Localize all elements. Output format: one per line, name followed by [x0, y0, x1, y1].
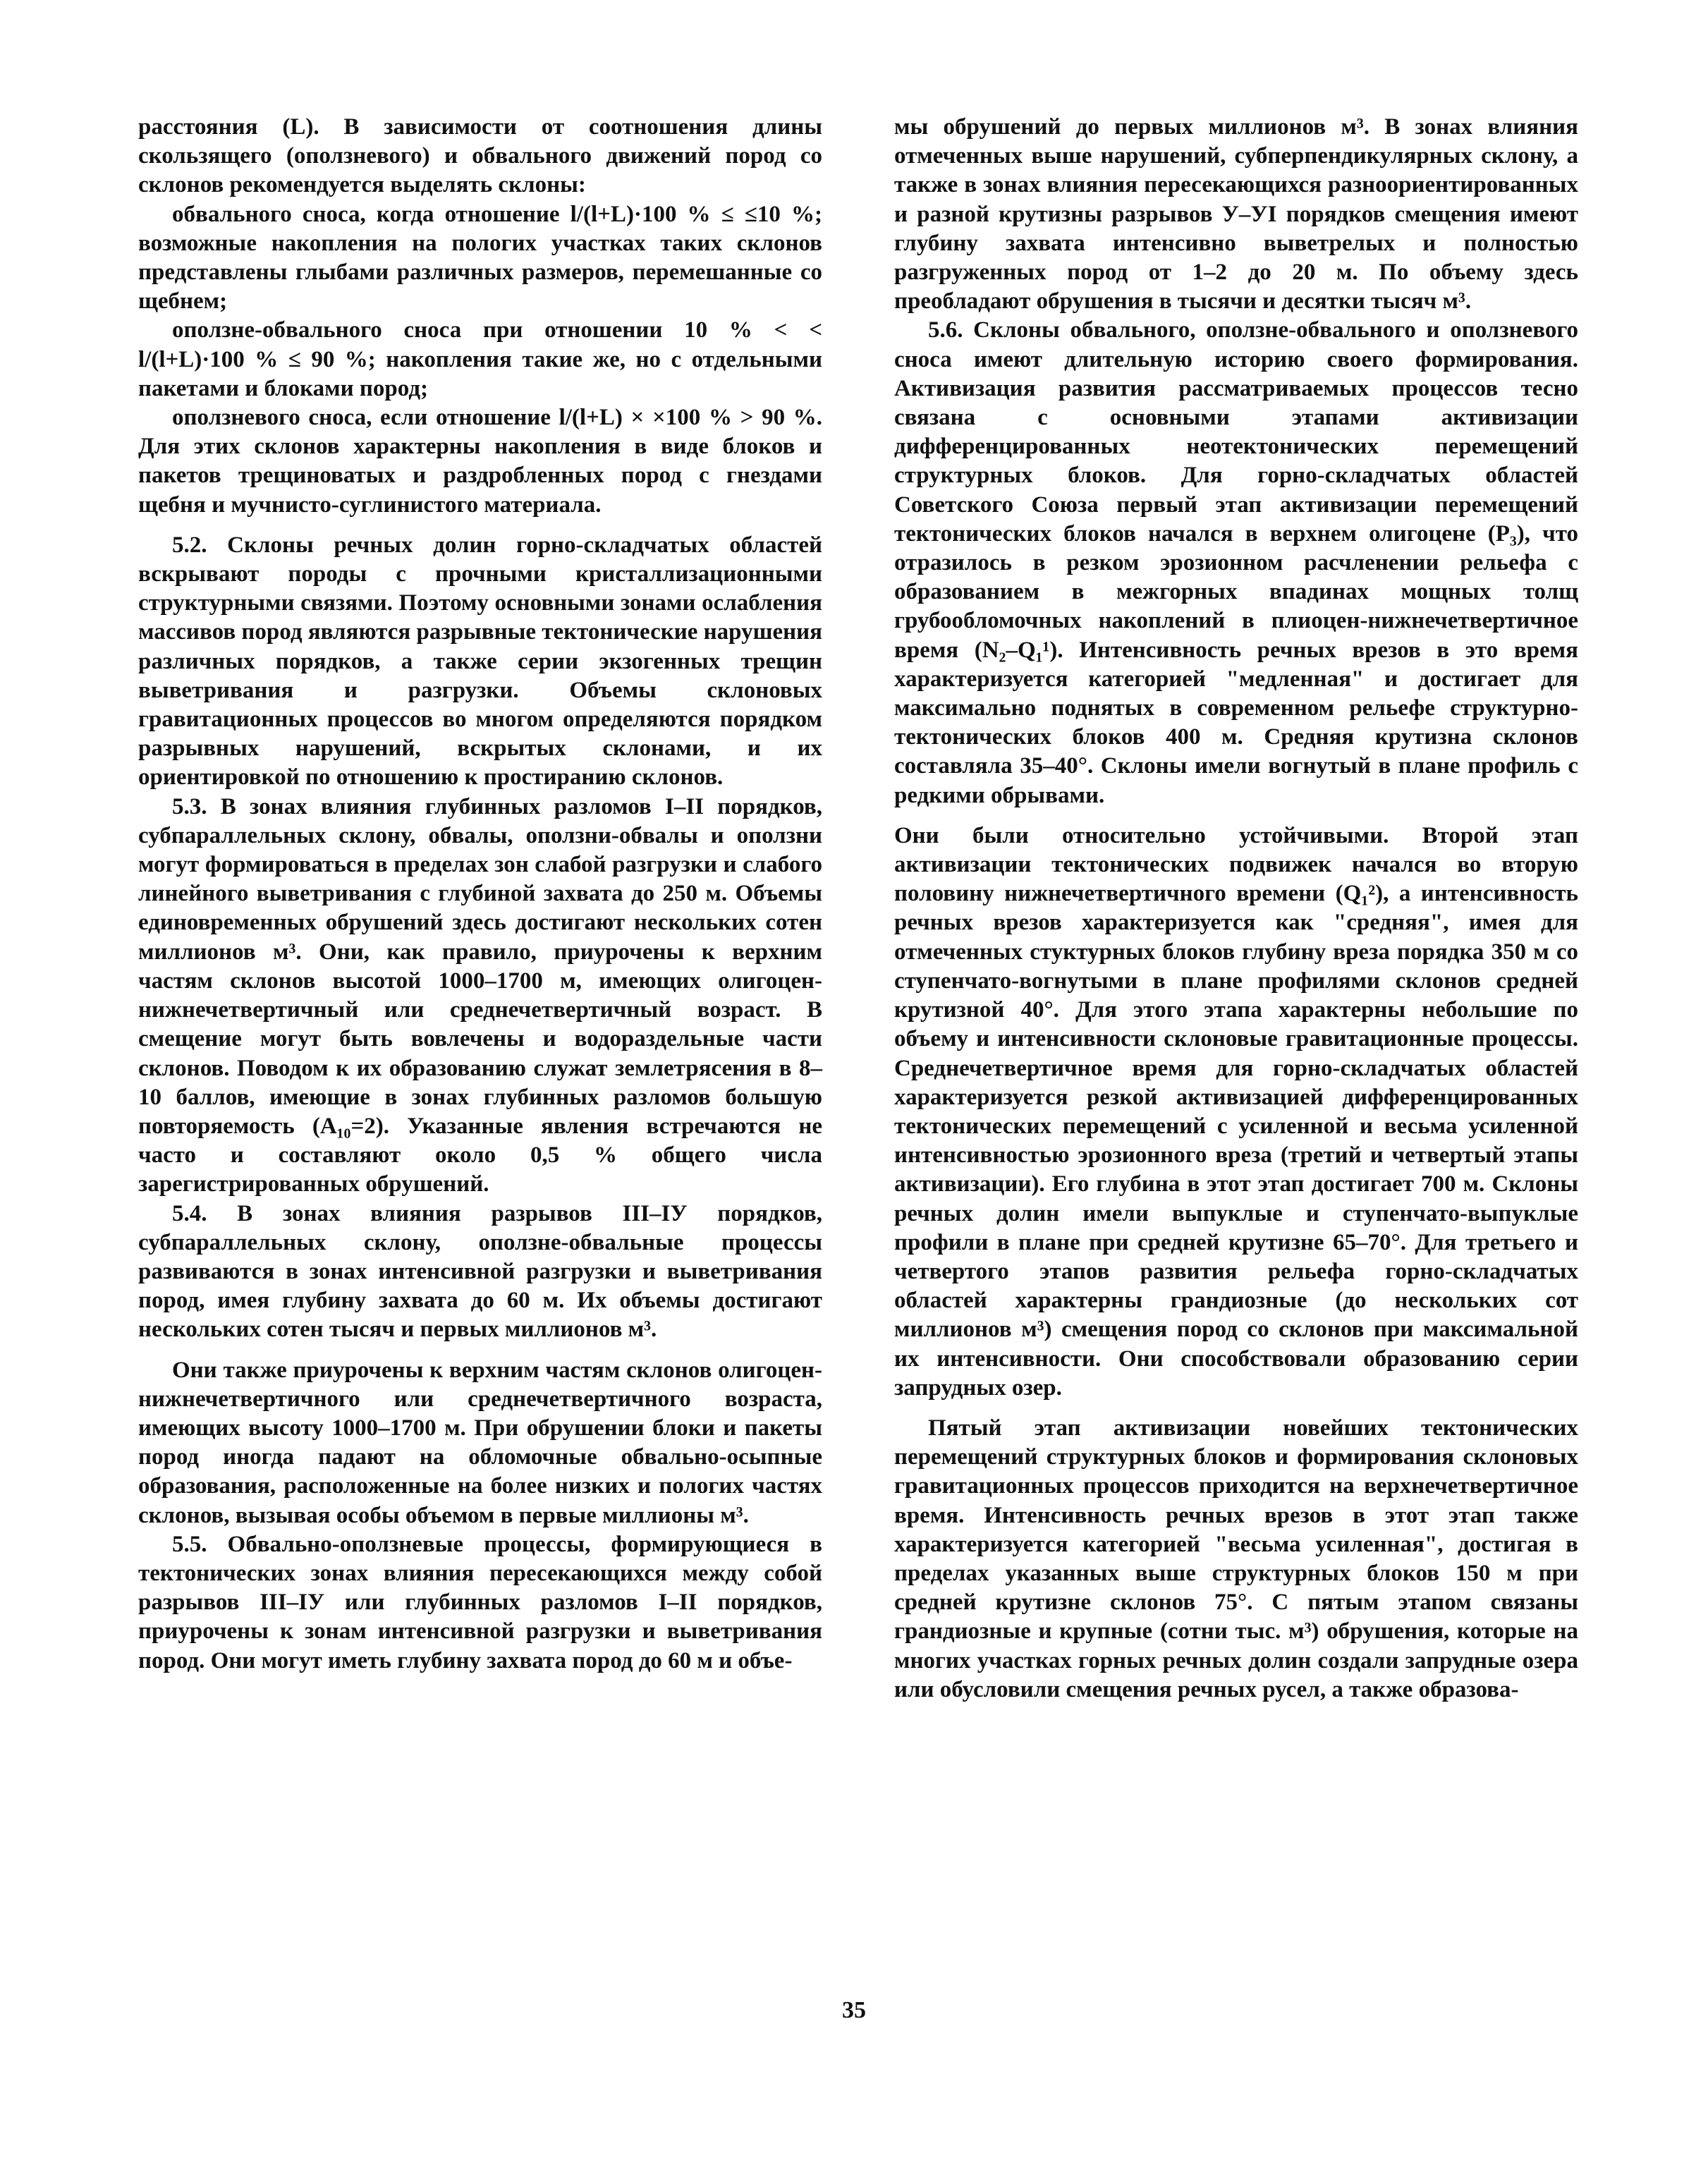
right-column [894, 113, 1578, 1704]
paragraph: обвального сноса, когда отношение l/(l+L)·100 % ≤ ≤10 %; возможные накопления на пологих участках таких склонов представлены глыбами различных размеров, перемешанные со щебнем; [138, 201, 822, 315]
paragraph: 5.5. Обвально-оползневые процессы, формирующиеся в тектонических зонах влияния пересекающихся между собой разрывов III–IУ или глубинных разломов I–II порядков, приурочены к зонам интенсивной разгрузки и выветривания пород. Они могут иметь глубину захвата пород до 60 м и объе- [138, 1531, 822, 1673]
paragraph: Пятый этап активизации новейших тектонических перемещений структурных блоков и формирования склоновых гравитационных процессов приходится на верхнечетвертичное время. Интенсивность речных врезов в этот этап также характеризуется категорией "весьма усиленная", достигая в пределах указанных выше структурных блоков 150 м при средней крутизне склонов 75°. С пятым этапом связаны грандиозные и крупные (сотни тыс. м³) обрушения, которые на многих участках горных речных долин создали запрудные озера или обусловили смещения речных русел, а также образова- [894, 1415, 1578, 1702]
left-column [138, 113, 822, 1676]
paragraph: 5.2. Склоны речных долин горно-складчатых областей вскрывают породы с прочными кристаллизационными структурными связями. Поэтому основными зонами ослабления массивов пород являются разрывные тектонические нарушения различных порядков, а также серии экзогенных трещин выветривания и разгрузки. Объемы склоновых гравитационных процессов во многом определяются порядком разрывных нарушений, вскрытых склонами, и их ориентировкой по отношению к простиранию склонов. [138, 532, 822, 791]
page-number: 35 [842, 1997, 866, 2023]
paragraph: 5.3. В зонах влияния глубинных разломов I–II порядков, субпараллельных склону, обвалы, оползни-обвалы и оползни могут формироваться в пределах зон слабой разгрузки и слабого линейного выветривания с глубиной захвата до 250 м. Объемы единовременных обрушений здесь достигают нескольких сотен миллионов м³. Они, как правило, приурочены к верхним частям склонов высотой 1000–1700 м, имеющих олигоцен-нижнечетвертичный или среднечетвертичный возраст. В смещение могут быть вовлечены и водораздельные части склонов. Поводом к их образованию служат землетрясения в 8–10 баллов, имеющие в зонах глубинных разломов большую повторяемость (A₁₀=2). Указанные явления встречаются не часто и составляют около 0,5 % общего числа зарегистрированных обрушений. [138, 793, 822, 1197]
paragraph: Они были относительно устойчивыми. Второй этап активизации тектонических подвижек начался во вторую половину нижнечетвертичного времени (Q₁²), а интенсивность речных врезов характеризуется как "средняя", имея для отмеченных стуктурных блоков глубину вреза порядка 350 м со ступенчато-вогнутыми в плане профилями склонов средней крутизной 40°. Для этого этапа характерны небольшие по объему и интенсивности склоновые гравитационные процессы. Среднечетвертичное время для горно-складчатых областей характеризуется резкой активизацией дифференцированных тектонических перемещений с усиленной и весьма усиленной интенсивностью эрозионного вреза (третий и четвертый этапы активизации). Его глубина в этот этап достигает 700 м. Склоны речных долин имели выпуклые и ступенчато-выпуклые профили в плане при средней крутизне 65–70°. Для третьего и четвертого этапов развития рельефа горно-складчатых областей характерны грандиозные (до нескольких сот миллионов м³) смещения пород со склонов при максимальной их интенсивности. Они способствовали образованию серии запрудных озер. [894, 822, 1578, 1401]
paragraph: 5.6. Склоны обвального, оползне-обвального и оползневого сноса имеют длительную историю своего формирования. Активизация развития рассматриваемых процессов тесно связана с основными этапами активизации дифференцированных неотектонических перемещений структурных блоков. Для горно-складчатых областей Советского Союза первый этап активизации перемещений тектонических блоков начался в верхнем олигоцене (P₃), что отразилось в резком эрозионном расчленении рельефа с образованием в межгорных впадинах мощных толщ грубообломочных накоплений в плиоцен-нижнечетвертичное время (N₂–Q₁¹). Интенсивность речных врезов в это время характеризуется категорией "медленная" и достигает для максимально поднятых в современном рельефе структурно-тектонических блоков 400 м. Средняя крутизна склонов составляла 35–40°. Склоны имели вогнутый в плане профиль с редкими обрывами. [894, 317, 1578, 808]
paragraph: оползне-обвального сноса при отношении 10 % < < l/(l+L)·100 % ≤ 90 %; накопления такие же, но с отдельными пакетами и блоками пород; [138, 317, 822, 401]
paragraph: оползневого сноса, если отношение l/(l+L) × ×100 % > 90 %. Для этих склонов характерны накопления в виде блоков и пакетов трещиноватых и раздробленных пород с гнездами щебня и мучнисто-суглинистого материала. [138, 405, 822, 518]
paragraph: Они также приурочены к верхним частям склонов олигоцен-нижнечетвертичного или среднечетвертичного возраста, имеющих высоту 1000–1700 м. При обрушении блоки и пакеты пород иногда падают на обломочные обвально-осыпные образования, расположенные на более низких и пологих частях склонов, вызывая особы объемом в первые миллионы м³. [138, 1357, 822, 1528]
paragraph: расстояния (L). В зависимости от соотношения длины скользящего (оползневого) и обвального движений пород со склонов рекомендуется выделять склоны: [138, 114, 822, 198]
paragraph: мы обрушений до первых миллионов м³. В зонах влияния отмеченных выше нарушений, субперпендикулярных склону, а также в зонах влияния пересекающихся разноориентированных и разной крутизны разрывов У–УI порядков смещения имеют глубину захвата интенсивно выветрелых и полностью разгруженных пород от 1–2 до 20 м. По объему здесь преобладают обрушения в тысячи и десятки тысяч м³. [894, 114, 1578, 315]
paragraph: 5.4. В зонах влияния разрывов III–IУ порядков, субпараллельных склону, оползне-обвальные процессы развиваются в зонах интенсивной разгрузки и выветривания пород, имея глубину захвата до 60 м. Их объемы достигают нескольких сотен тысяч и первых миллионов м³. [138, 1200, 822, 1343]
